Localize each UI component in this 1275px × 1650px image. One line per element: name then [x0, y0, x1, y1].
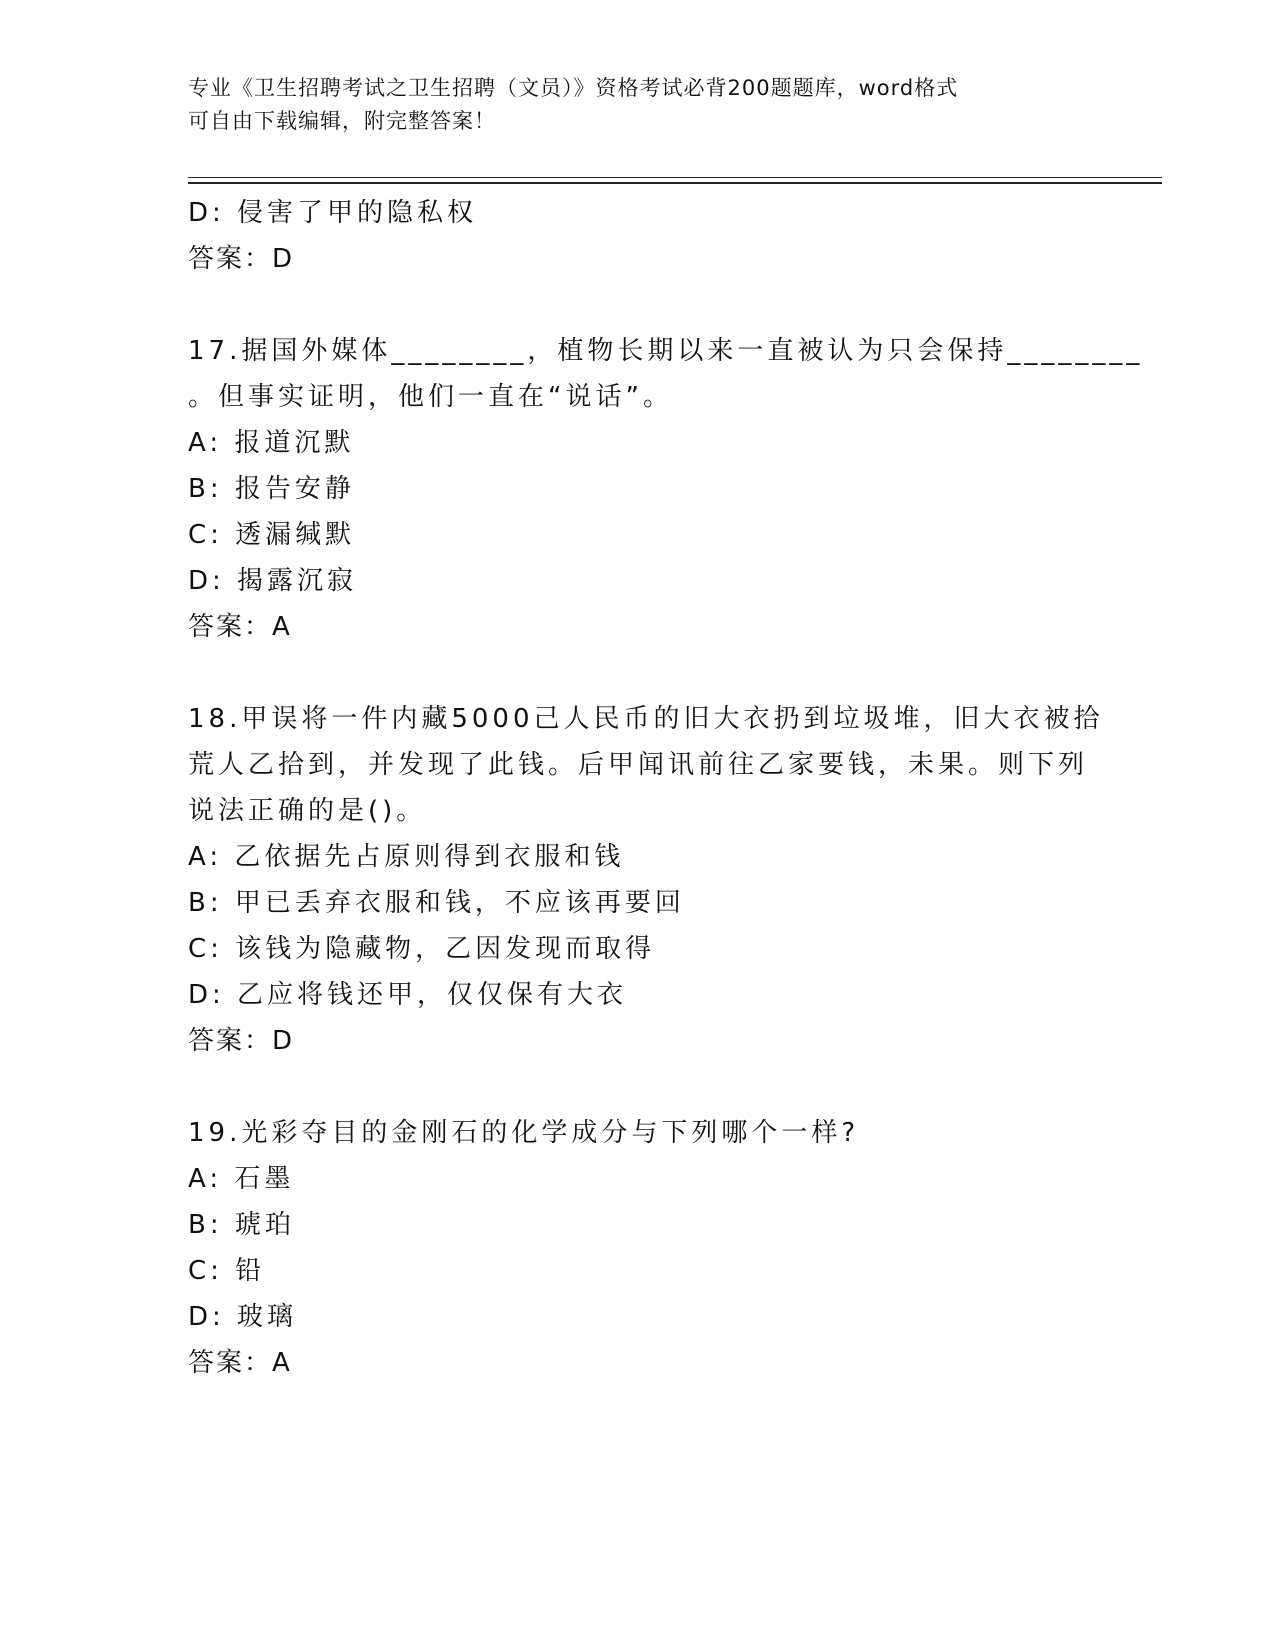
header-divider-thin	[188, 177, 1162, 178]
option-b: B: 甲已丢弃衣服和钱，不应该再要回	[188, 888, 685, 918]
question-stem-line: 17.据国外媒体________，植物长期以来一直被认为只会保持________	[188, 336, 1144, 366]
question-stem-line: 荒人乙拾到，并发现了此钱。后甲闻讯前往乙家要钱，未果。则下列	[188, 750, 1089, 780]
option-c: C: 铅	[188, 1256, 266, 1286]
answer-line: 答案：D	[188, 1026, 295, 1056]
question-list	[188, 190, 1144, 1386]
option-d: D: 侵害了甲的隐私权	[188, 198, 478, 228]
question-stem-line: 。但事实证明，他们一直在“说话”。	[188, 382, 673, 412]
document-header	[188, 72, 1088, 138]
option-a: A: 乙依据先占原则得到衣服和钱	[188, 842, 625, 872]
question-stem-line: 说法正确的是()。	[188, 796, 427, 826]
option-a: A: 石墨	[188, 1164, 295, 1194]
question-19	[188, 1110, 1088, 1386]
question-stem-line: 18.甲误将一件内藏5000己人民币的旧大衣扔到垃圾堆，旧大衣被拾	[188, 704, 1104, 734]
option-c: C: 透漏缄默	[188, 520, 356, 550]
answer-line: 答案：A	[188, 1348, 292, 1378]
question-16-tail	[188, 190, 1088, 282]
question-stem-line: 19.光彩夺目的金刚石的化学成分与下列哪个一样?	[188, 1118, 860, 1148]
header-title-line-2: 可自由下载编辑，附完整答案！	[188, 109, 496, 133]
question-17	[188, 328, 1144, 650]
option-b: B: 琥珀	[188, 1210, 295, 1240]
option-c: C: 该钱为隐藏物，乙因发现而取得	[188, 934, 656, 964]
option-a: A: 报道沉默	[188, 428, 355, 458]
option-d: D: 揭露沉寂	[188, 566, 358, 596]
header-title-line-1: 专业《卫生招聘考试之卫生招聘（文员）》资格考试必背200题题库，word格式	[188, 76, 959, 100]
answer-line: 答案：D	[188, 244, 295, 274]
header-divider-thick	[188, 182, 1162, 184]
question-18	[188, 696, 1104, 1064]
answer-line: 答案：A	[188, 612, 292, 642]
option-b: B: 报告安静	[188, 474, 355, 504]
option-d: D: 乙应将钱还甲，仅仅保有大衣	[188, 980, 628, 1010]
option-d: D: 玻璃	[188, 1302, 298, 1332]
